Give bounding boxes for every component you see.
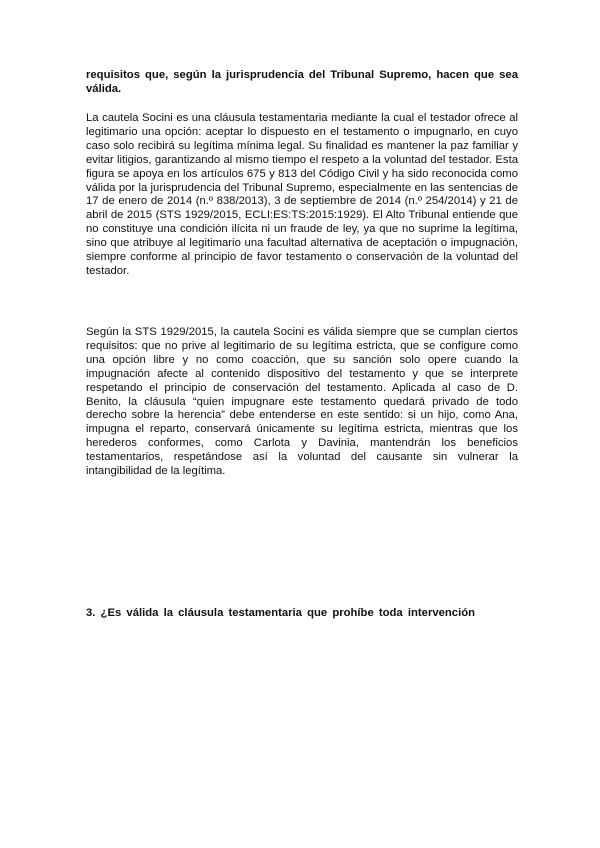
paragraph-cautela-socini-definition: La cautela Socini es una cláusula testamentaria mediante la cual el testador ofrece al legitimario una opción: aceptar lo dispuesto en el testamento o impugnarlo, en cuyo caso solo recibirá su legítima mínima legal. Su finalidad es mantener la paz familiar y evitar litigios, garantizando al mismo tiempo el respeto a la voluntad del testador. Esta figura se apoya en los artículos 675 y 813 del Código Civil y ha sido reconocida como válida por la jurisprudencia del Tribunal Supremo, especialmente en las sentencias de 17 de enero de 2014 (n.º 838/2013), 3 de septiembre de 2014 (n.º 254/2014) y 21 de abril de 2015 (STS 1929/2015, ECLI:ES:TS:2015:1929). El Alto Tribunal entiende que no constituye una condición ilícita ni un fraude de ley, ya que no suprime la legítima, sino que atribuye al legitimario una facultad alternativa de aceptación o impugnación, siempre conforme al principio de favor testamento o conservación de la voluntad del testador.	[86, 112, 518, 277]
section-heading-continuation: requisitos que, según la jurisprudencia del Tribunal Supremo, hacen que sea válida.	[86, 69, 518, 95]
paragraph-sts-requirements: Según la STS 1929/2015, la cautela Socini es válida siempre que se cumplan ciertos requisitos: que no prive al legitimario de su legítima estricta, que se configure como una opción libre y no como coacción, que su sanción solo opere cuando la impugnación afecte al contenido dispositivo del testamento y que se interprete respetando el principio de conservación del testamento. Aplicada al caso de D. Benito, la cláusula “quien impugnare este testamento quedará privado de todo derecho sobre la herencia” debe entenderse en este sentido: si un hijo, como Ana, impugna el reparto, conservará únicamente su legítima estricta, mientras que los herederos conformes, como Carlota y Davinia, mantendrán los beneficios testamentarios, respetándose así la voluntad del causante sin vulnerar la intangibilidad de la legítima.	[86, 326, 518, 478]
next-question-heading: 3. ¿Es válida la cláusula testamentaria que prohíbe toda intervención	[86, 607, 476, 619]
